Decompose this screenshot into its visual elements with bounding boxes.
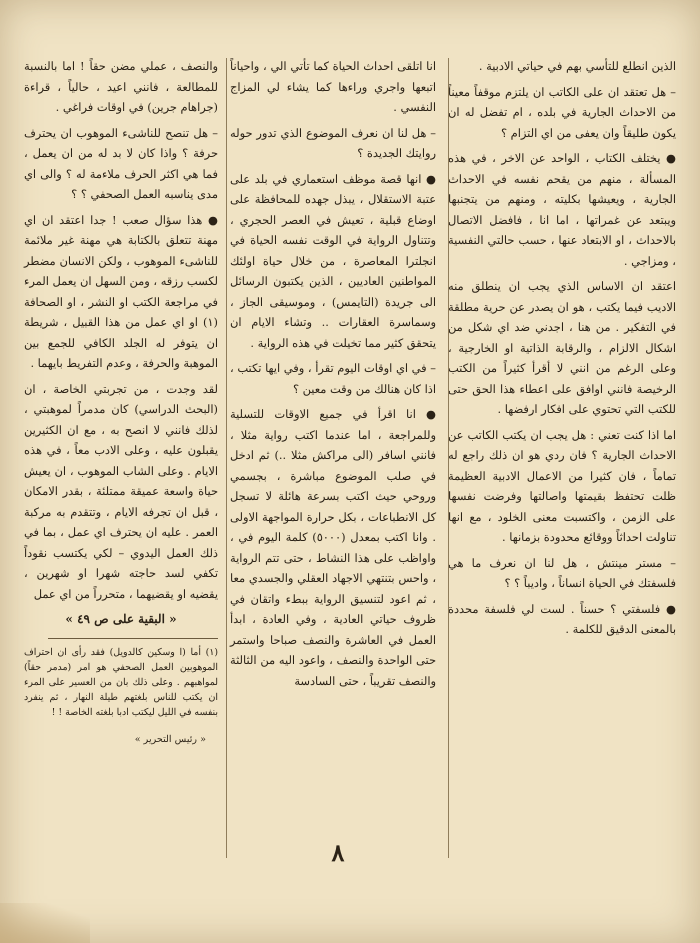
paragraph: – هل لنا ان نعرف الموضوع الذي تدور حوله روايتك الجديدة ؟ <box>230 125 436 160</box>
paragraph: الذين انطلع للتأسي بهم في حياتي الادبية . <box>478 59 676 73</box>
footnote: (١) أما (ا وسكين كالدويل) فقد رأى ان احتراف الموهوبين العمل الصحفي هو امر (مدمر حقاً) لمواهبهم . وعلى ذلك بان من العسير على المرء ان يكتب للناس بلغتهم طيلة النهار ، ثم ينفرد بنفسه في الليل ليكتب ادبا بلغته الخاصة ! ! <box>24 646 218 718</box>
paragraph: – هل تنصح للناشىء الموهوب ان يحترف حرفة ؟ واذا كان لا بد له من ان يعمل ، فما هي اكثر الحرف ملاءمة له ؟ والى اي مدى يناسبه العمل الصحفي ؟ ؟ <box>24 125 218 201</box>
page-corner-shadow <box>0 903 90 943</box>
paragraph: اعتقد ان الاساس الذي يجب ان ينطلق منه الاديب فيما يكتب ، هو ان يصدر عن حرية مطلقة في التفكير . من هنا ، اجدني ضد اي شكل من اشكال الالزام ، والرقابة الذاتية او الخارجية ، وعلى الرغم من انني لا أقرأ كثيراً من الكتب الرخيصة فانني اوافق على اعطاء هذا الحق حتى للكتب التي تحتوي على افكار ارفضها . <box>448 279 676 416</box>
paragraph: ● يختلف الكتاب ، الواحد عن الاخر ، في هذه المسألة ، منهم من يقحم نفسه في الاحداث الجارية ، ويعيشها بكليته ، ومنهم من يتجنبها ويبتعد عن غمراتها ، اما انا ، فافضل الاتصال بالاحداث ، او الابتعاد عنها ، حسب حالتي النفسية ، ومزاجي . <box>448 151 676 268</box>
paragraph: – في اي اوقات اليوم تقرأ ، وفي ايها تكتب ، اذا كان هنالك من وقت معين ؟ <box>230 361 436 396</box>
paragraph: لقد وجدت ، من تجربتي الخاصة ، ان (البحث الدراسي) كان مدمراً لموهبتي ، لذلك فانني لا انصح به ، مع ان الكثيرين يقبلون عليه ، وعلى الادب معاً ، في هذه الايام . وعلى الشاب الموهوب ، ان يعيش حياة واسعة عميقة ممتلئة ، بقدر الامكان ، قبل ان تجرفه الايام ، وتتقدم به مركبة العمر . عليه ان يحترف اي عمل ، بما في ذلك العمل اليدوي – لكي يكتسب نقوداً تكفي لسد حاجته شهرا او شهرين ، يقضيه او يقضيهما ، متحرراً من اي عمل <box>24 381 218 601</box>
column-left <box>24 56 218 750</box>
column-divider <box>226 58 227 858</box>
paragraph: ● انا اقرأ في جميع الاوقات للتسلية وللمراجعة ، اما عندما اكتب رواية مثلا ، فانني اسافر (الى مراكش مثلا ..) ثم ادخل في صلب الموضوع مباشرة ، بجسمي وروحي حيث اكتب بسرعة هائلة لا تسجل كل الانطباعات ، بكل حرارة المواجهة الاولى . وانا اكتب بمعدل (٥٠٠٠) كلمة اليوم في ، واواظب على هذا النشاط ، حتى تتم الرواية ، واحس بتنتهي الاجهاد العقلي والجسدي معا ، ثم اعود لتنسيق الرواية ببطء واتقان في ظروف حياتي العادية ، وفي العادة ، ابدأ العمل في العاشرة والنصف صباحا واستمر حتى الواحدة والنصف ، واعود اليه من الثالثة والنصف تقريباً ، حتى السادسة <box>230 407 436 688</box>
paragraph: انا اتلقى احداث الحياة كما تأتي الي ، واحياناً اتبعها واجري وراءها كما يشاء لي المزاج النفسي . <box>230 59 436 114</box>
paragraph: – مستر مينتش ، هل لنا ان نعرف ما هي فلسفتك في الحياة انساناً ، واديباً ؟ ؟ <box>448 555 676 590</box>
column-divider <box>448 58 449 858</box>
paragraph: – هل تعتقد ان على الكاتب ان يلتزم موقفاً معيناً من الاحداث الجارية في بلده ، ام تفضل له ان يكون طليقاً وان يعفى من اي التزام ؟ <box>448 84 676 140</box>
paragraph: ● انها قصة موظف استعماري في بلد على عتبة الاستقلال ، يبذل جهده للمحافظة على اوضاع قبلية ، تعيش في العصر الحجري ، وتتناول الرواية في الوقت نفسه الحياة في انجلترا المعاصرة ، من خلال حياة اولئك المواطنين العاديين ، الذين يكتبون الرسائل الى جريدة (التايمس) ، وموسيقى الجاز ، وسماسرة العقارات .. وتشاء الايام ان يتحقق كثير مما تخيلت في هذه الرواية . <box>230 171 436 350</box>
page-number: ٨ <box>331 838 345 867</box>
footnote-divider <box>48 638 218 639</box>
continued-note: « البقية على ص ٤٩ » <box>65 612 177 626</box>
footnote-signature: « رئيس التحرير » <box>134 733 206 745</box>
paragraph: ● فلسفتي ؟ حسناً . لست لي فلسفة محددة بالمعنى الدقيق للكلمة . <box>448 601 676 636</box>
column-middle <box>230 56 436 696</box>
paragraph: والنصف ، عملي مضن حقاً ! اما بالنسبة للمطالعة ، فانني اعيد ، حالياً ، قراءة (جراهام جرين) في اوقات فراغي . <box>24 59 218 114</box>
column-right <box>448 56 676 645</box>
paragraph: اما اذا كنت تعني : هل يجب ان يكتب الكاتب عن الاحداث الجارية ؟ فان ردي هو ان ذلك راجع له تماماً ، فان كثيرا من الاعمال الادبية العظيمة ظلت تحتفظ بقيمتها واصالتها وفرضت نفسها على الزمن ، واكتسبت معنى الخلود ، مع انها تناولت احداثاً ووقائع محدودة بزمانها . <box>448 427 676 544</box>
paragraph: ● هذا سؤال صعب ! جدا اعتقد ان اي مهنة تتعلق بالكتابة هي مهنة غير ملائمة للناشىء الموهوب ، ولكن الانسان مضطر لكسب رزقه ، ومن السهل ان يعمل المرء في مراجعة الكتب او النشر ، او الصحافة (١) او اي عمل من هذا القبيل ، شريطة ان يتوفر له الجلد الكافي للجمع بين الموهبة والحرفة ، وعدم التفريط بايهما . <box>24 212 218 370</box>
